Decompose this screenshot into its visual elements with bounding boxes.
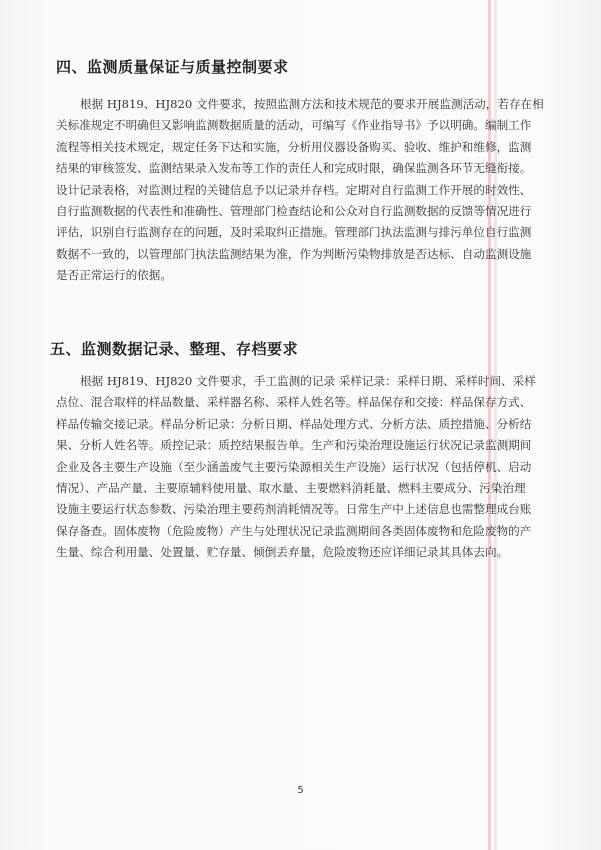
paragraph-line: 情况）、产品产量、主要原辅料使用量、取水量、主要燃料消耗量、燃料主要成分、污染治理 bbox=[56, 481, 526, 496]
paragraph-line: 果、分析人姓名等。质控记录：质控结果报告单。生产和污染治理设施运行状况记录监测期间 bbox=[56, 438, 532, 453]
paragraph-line: 点位、混合取样的样品数量、采样器名称、采样人姓名等。样品保存和交接：样品保存方式、 bbox=[56, 395, 532, 410]
paragraph-line: 设施主要运行状态参数、污染治理主要药剂消耗情况等。日常生产中上述信息也需整理成台账 bbox=[56, 502, 532, 517]
paragraph-line: 数据不一致的，以管理部门执法监测结果为准，作为判断污染物排放是否达标、自动监测设施 bbox=[56, 246, 532, 261]
paragraph-line: 生量、综合利用量、处置量、贮存量、倾倒丢弃量，危险废物还应详细记录其具体去向。 bbox=[56, 545, 509, 560]
section-paragraph bbox=[56, 94, 552, 287]
paragraph-line: 评估，识别自行监测存在的问题，及时采取纠正措施。管理部门执法监测与排污单位自行监测 bbox=[56, 225, 532, 240]
section-heading: 五、监测数据记录、整理、存档要求 bbox=[50, 340, 299, 358]
section-heading: 四、监测质量保证与质量控制要求 bbox=[56, 58, 289, 76]
paragraph-line: 根据 HJ819、HJ820 文件要求，按照监测方法和技术规范的要求开展监测活动，若存在相 bbox=[80, 97, 544, 111]
section-data-records bbox=[50, 338, 546, 564]
paragraph-line: 保存备查。固体废物（危险废物）产生与处理状况记录监测期间各类固体废物和危险废物的产 bbox=[56, 523, 532, 538]
paragraph-line: 企业及各主要生产设施（至少涵盖废气主要污染源相关生产设施）运行状况（包括停机、启动 bbox=[56, 459, 532, 474]
page-number: 5 bbox=[297, 785, 304, 796]
paragraph-line: 设计记录表格，对监测过程的关键信息予以记录并存档。定期对自行监测工作开展的时效性、 bbox=[56, 182, 532, 197]
paragraph-line: 结果的审核签发、监测结果录入发布等工作的责任人和完成时限，确保监测各环节无缝衔接。 bbox=[56, 161, 532, 176]
paragraph-line: 自行监测数据的代表性和准确性、管理部门检查结论和公众对自行监测数据的反馈等情况进行 bbox=[56, 204, 532, 219]
paragraph-line: 是否正常运行的依据。 bbox=[56, 268, 172, 283]
paragraph-line: 流程等相关技术规定，规定任务下达和实施，分析用仪器设备购买、验收、维护和维修，监测 bbox=[56, 139, 532, 154]
paragraph-line: 根据 HJ819、HJ820 文件要求，手工监测的记录 采样记录：采样日期、采样时间、采样 bbox=[80, 374, 536, 388]
paragraph-line: 样品传输交接记录。样品分析记录：分析日期、样品处理方式、分析方法、质控措施、分析结 bbox=[56, 416, 532, 431]
section-paragraph bbox=[50, 371, 546, 564]
paragraph-line: 关标准规定不明确但又影响监测数据质量的活动，可编写《作业指导书》予以明确。编制工作 bbox=[56, 118, 532, 133]
section-quality-control bbox=[56, 56, 552, 287]
